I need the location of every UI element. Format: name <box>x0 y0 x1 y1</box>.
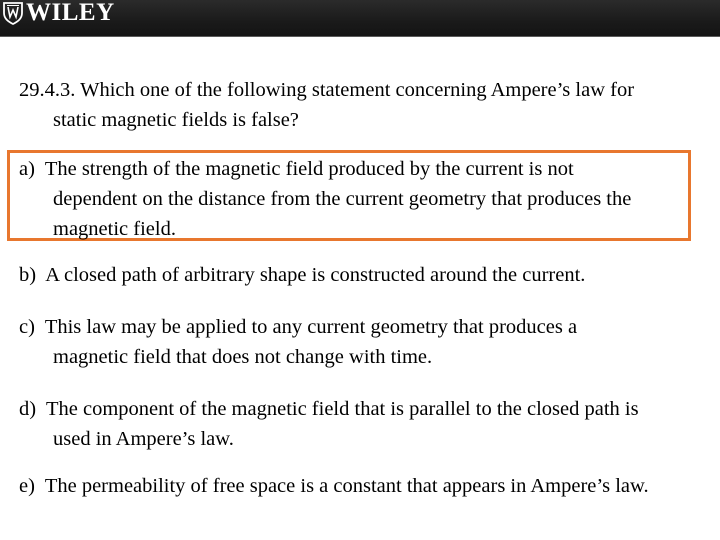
answer-c-line-1 <box>19 312 577 342</box>
answer-c <box>19 312 577 372</box>
answer-d <box>19 394 639 454</box>
answer-a-line-2: dependent on the distance from the current geometry that produces the <box>53 188 632 210</box>
answer-d-line-1 <box>19 394 639 424</box>
answer-b-label: b) <box>19 264 37 286</box>
answer-a <box>19 154 631 244</box>
wiley-emblem-icon <box>2 1 24 25</box>
answer-a-label: a) <box>19 158 35 180</box>
answer-b <box>19 260 585 290</box>
answer-d-line-2: used in Ampere’s law. <box>53 428 234 450</box>
answer-e-text-1: The permeability of free space is a constant that appears in Ampere’s law. <box>44 475 649 497</box>
header-bar <box>0 0 720 37</box>
question-text <box>19 75 634 135</box>
wiley-logo-text: WILEY <box>26 0 115 26</box>
answer-d-label: d) <box>19 398 37 420</box>
wiley-logo <box>2 1 115 25</box>
answer-e-line-1 <box>19 471 649 501</box>
answer-c-line-2: magnetic field that does not change with time. <box>53 346 433 368</box>
question-line-1: 29.4.3. Which one of the following statement concerning Ampere’s law for <box>19 79 635 101</box>
question-line-2: static magnetic fields is false? <box>53 109 299 131</box>
answer-c-text-1: This law may be applied to any current geometry that produces a <box>44 316 578 338</box>
answer-a-line-3: magnetic field. <box>53 218 176 240</box>
answer-d-text-1: The component of the magnetic field that is parallel to the closed path is <box>45 398 639 420</box>
answer-b-line-1 <box>19 260 585 290</box>
answer-e <box>19 471 649 501</box>
answer-c-label: c) <box>19 316 35 338</box>
answer-a-line-1 <box>19 154 631 184</box>
answer-b-text-1: A closed path of arbitrary shape is constructed around the current. <box>45 264 586 286</box>
answer-a-text-1: The strength of the magnetic field produced by the current is not <box>44 158 574 180</box>
answer-e-label: e) <box>19 475 35 497</box>
